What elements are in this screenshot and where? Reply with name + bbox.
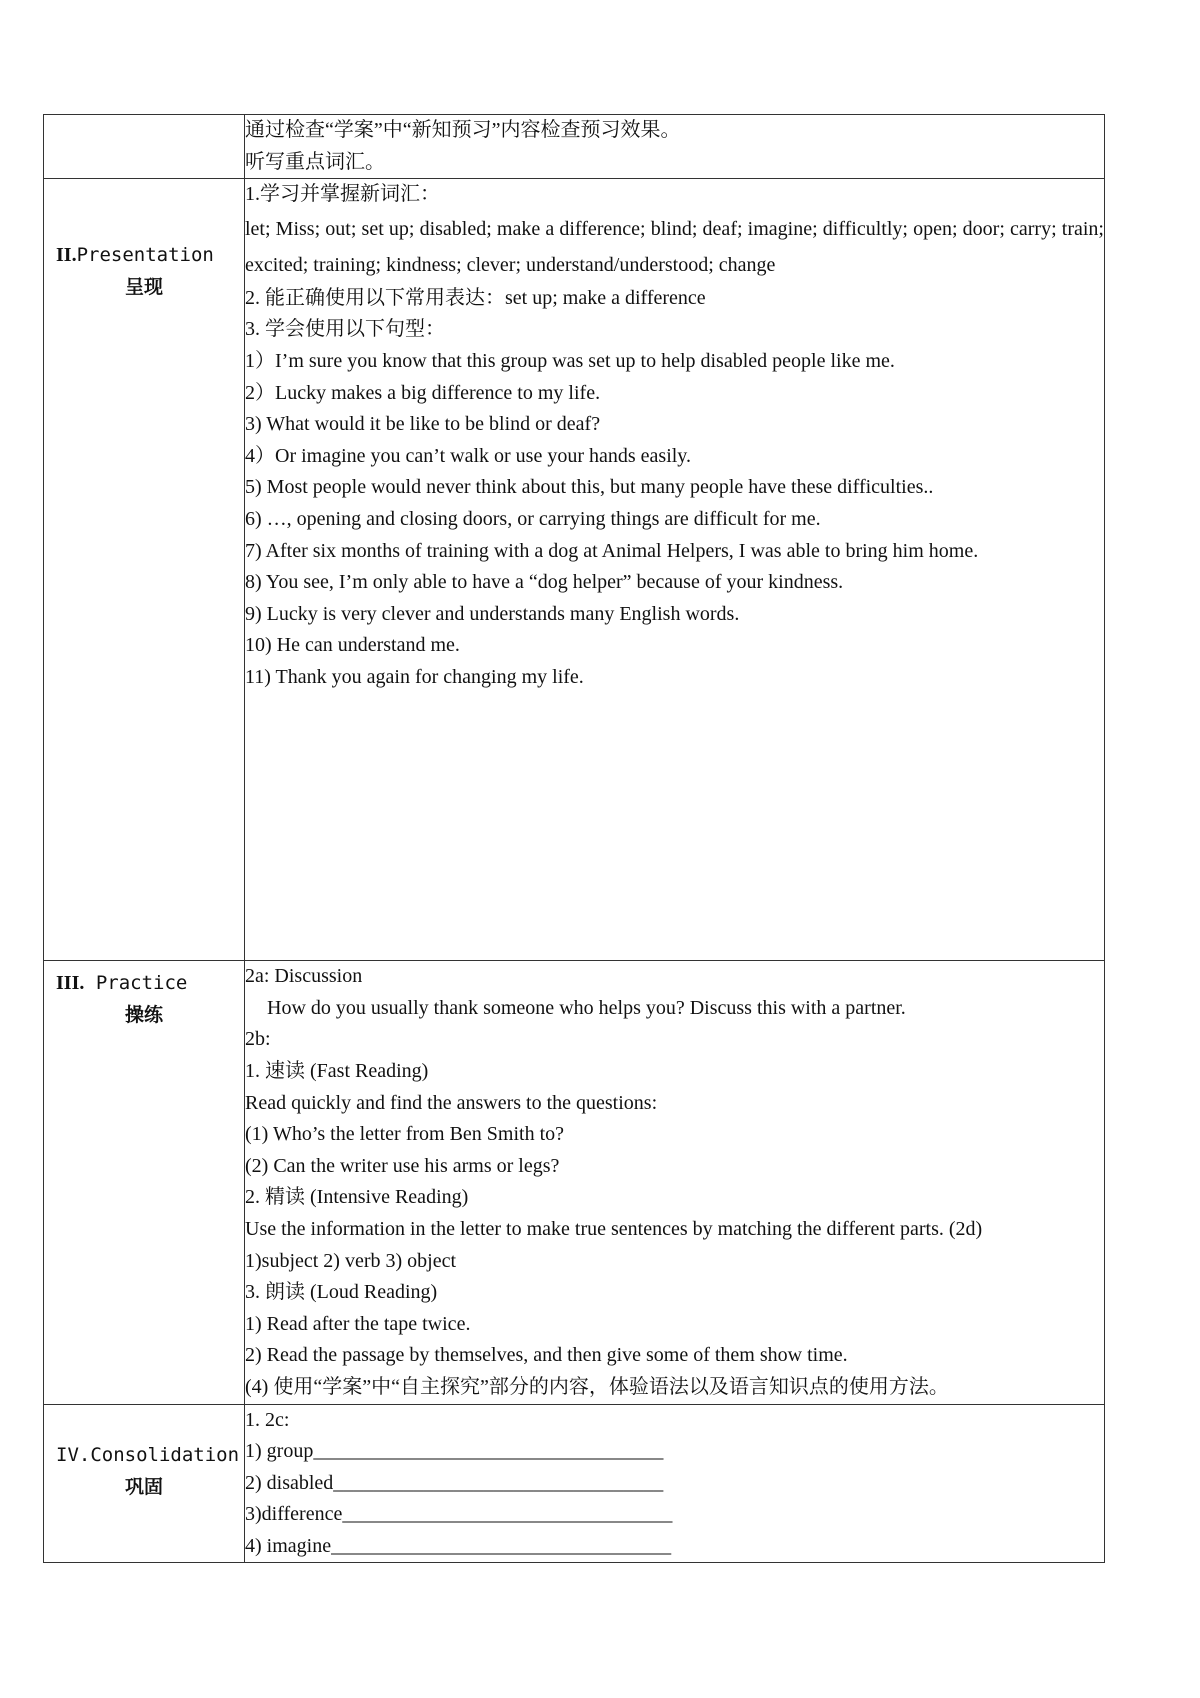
fill-blank-item: 1) group___________________________________ bbox=[245, 1440, 664, 1463]
practice-line: 2b: bbox=[245, 1028, 271, 1051]
practice-line: How do you usually thank someone who helps you? Discuss this with a partner. bbox=[267, 996, 906, 1019]
fill-blank-item: 3)difference_________________________________ bbox=[245, 1503, 673, 1526]
preview-check-line: 通过检查“学案”中“新知预习”内容检查预习效果。 bbox=[245, 119, 681, 141]
section-title-cn: 巩固 bbox=[124, 1475, 163, 1498]
practice-line: 3. 朗读 (Loud Reading) bbox=[245, 1281, 438, 1304]
sentence-item: 5) Most people would never think about this, but many people have these difficulties.. bbox=[245, 476, 934, 499]
preview-check-cell bbox=[245, 115, 1105, 179]
practice-line: 1)subject 2) verb 3) object bbox=[245, 1249, 457, 1272]
practice-line: 1. 速读 (Fast Reading) bbox=[245, 1059, 429, 1082]
sentence-item: 7) After six months of training with a dog at Animal Helpers, I was able to bring him home. bbox=[245, 539, 979, 562]
label-cell-empty bbox=[44, 115, 245, 179]
vocab-list: let; Miss; out; set up; disabled; make a difference; blind; deaf; imagine; difficultly; open; door; carry; train; excited; training; kindness; clever; understand/understood; change bbox=[245, 217, 1104, 276]
practice-content bbox=[245, 961, 1105, 1404]
practice-line: 2a: Discussion bbox=[245, 965, 363, 988]
sentence-item: 2）Lucky makes a big difference to my life. bbox=[245, 381, 601, 404]
section-number: III. bbox=[56, 972, 85, 995]
sentence-item: 10) He can understand me. bbox=[245, 634, 460, 657]
sentences-heading: 3. 学会使用以下句型： bbox=[245, 318, 445, 341]
practice-line: Read quickly and find the answers to the questions: bbox=[245, 1091, 658, 1114]
table-row bbox=[44, 961, 1105, 1404]
section-label-presentation bbox=[44, 179, 245, 961]
table-row bbox=[44, 1404, 1105, 1563]
section-label-practice bbox=[44, 961, 245, 1404]
section-title-cn: 操练 bbox=[124, 1004, 163, 1027]
practice-line: (4) 使用“学案”中“自主探究”部分的内容，体验语法以及语言知识点的使用方法。 bbox=[245, 1375, 949, 1398]
consolidation-line: 1. 2c: bbox=[245, 1408, 290, 1431]
practice-line: (1) Who’s the letter from Ben Smith to? bbox=[245, 1123, 565, 1146]
sentence-item: 8) You see, I’m only able to have a “dog helper” because of your kindness. bbox=[245, 571, 844, 594]
sentence-item: 1）I’m sure you know that this group was set up to help disabled people like me. bbox=[245, 349, 895, 372]
lesson-plan-table bbox=[43, 114, 1105, 1563]
consolidation-content bbox=[245, 1404, 1105, 1563]
section-title-en: Practice bbox=[95, 972, 188, 995]
practice-line: 2. 精读 (Intensive Reading) bbox=[245, 1186, 469, 1209]
table-row bbox=[44, 179, 1105, 961]
presentation-content bbox=[245, 179, 1105, 961]
practice-line: 1) Read after the tape twice. bbox=[245, 1312, 471, 1335]
practice-line: (2) Can the writer use his arms or legs? bbox=[245, 1154, 560, 1177]
section-title-cn: 呈现 bbox=[124, 276, 163, 299]
practice-line: Use the information in the letter to make true sentences by matching the different parts. (2d) bbox=[245, 1217, 983, 1240]
vocab-heading: 1.学习并掌握新词汇： bbox=[245, 183, 440, 206]
expressions-line: 2. 能正确使用以下常用表达：set up; make a difference bbox=[245, 286, 706, 309]
sentence-item: 4）Or imagine you can’t walk or use your hands easily. bbox=[245, 444, 692, 467]
section-title-en: Presentation bbox=[76, 244, 214, 267]
dictation-line: 听写重点词汇。 bbox=[245, 150, 385, 173]
section-label-consolidation bbox=[44, 1404, 245, 1563]
sentence-item: 3) What would it be like to be blind or deaf? bbox=[245, 413, 601, 436]
practice-line: 2) Read the passage by themselves, and then give some of them show time. bbox=[245, 1344, 848, 1367]
section-number: II. bbox=[56, 244, 77, 267]
sentence-item: 11) Thank you again for changing my life. bbox=[245, 665, 584, 688]
fill-blank-item: 4) imagine__________________________________ bbox=[245, 1534, 672, 1557]
sentence-item: 9) Lucky is very clever and understands many English words. bbox=[245, 602, 740, 625]
table-row bbox=[44, 115, 1105, 179]
section-title-en: IV.Consolidation bbox=[56, 1443, 240, 1466]
sentence-item: 6) …, opening and closing doors, or carrying things are difficult for me. bbox=[245, 507, 821, 530]
fill-blank-item: 2) disabled_________________________________ bbox=[245, 1471, 664, 1494]
